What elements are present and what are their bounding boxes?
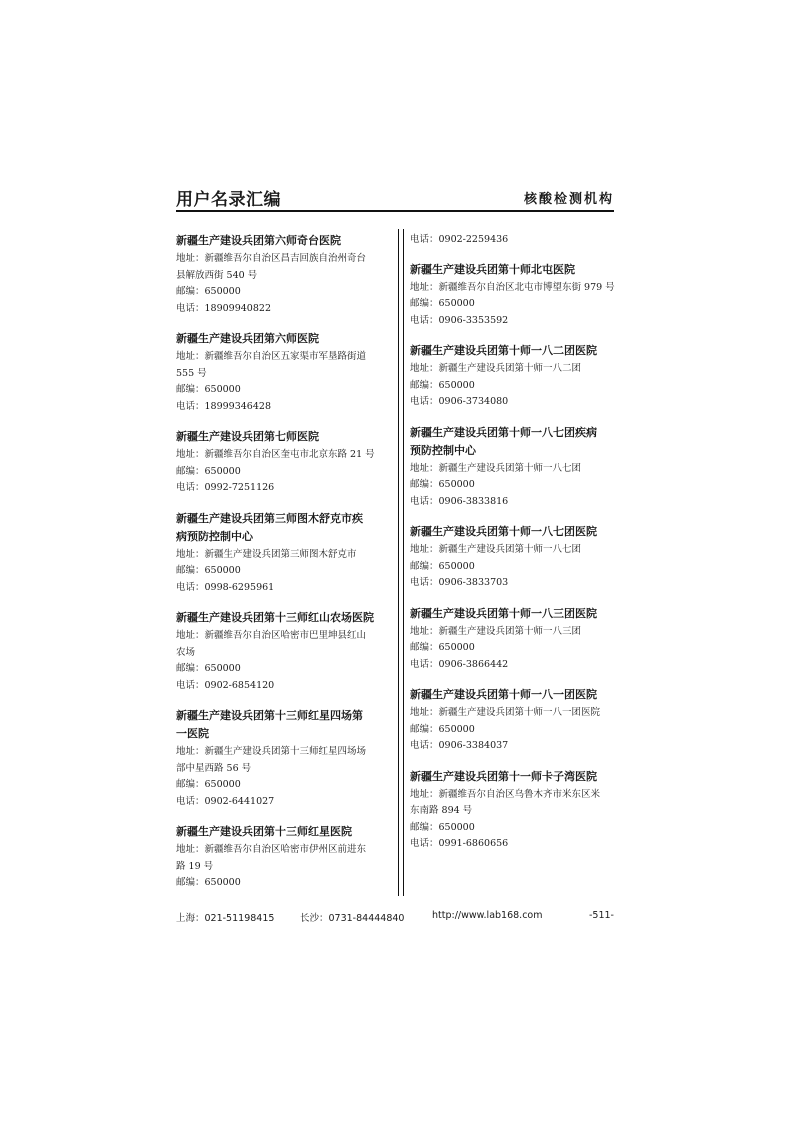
entry-postcode: 邮编：650000 — [410, 298, 475, 309]
footer-shanghai-phone: 上海：021-51198415 — [176, 913, 275, 924]
entry-phone: 电话：0906-3384037 — [410, 740, 509, 751]
entry-address: 地址：新疆生产建设兵团第十三师红星四场场 — [176, 746, 367, 757]
entry-address: 地址：新疆维吾尔自治区哈密市巴里坤县红山 — [176, 630, 367, 641]
entry-phone: 电话：0906-3866442 — [410, 658, 509, 670]
entry-address-cont: 农场 — [176, 646, 196, 658]
entry-phone: 电话：0906-3734080 — [410, 396, 509, 407]
entry-phone: 电话：0906-3353592 — [410, 314, 509, 326]
directory-entry — [176, 428, 390, 497]
entry-postcode: 邮编：650000 — [176, 565, 241, 576]
entry-postcode: 邮编：650000 — [410, 642, 475, 653]
entry-name: 新疆生产建设兵团第六师医院 — [176, 332, 319, 345]
entry-address: 地址：新疆生产建设兵团第十师一八七团 — [410, 462, 582, 474]
entry-name — [176, 707, 390, 743]
entry-phone: 电话：0902-6854120 — [176, 679, 275, 691]
entry-address-cont: 路 19 号 — [176, 860, 214, 872]
entry-name-part: 预防控制中心 — [410, 443, 476, 457]
entry-phone: 电话：18999346428 — [176, 400, 271, 412]
entry-postcode: 邮编：650000 — [176, 877, 241, 888]
entry-name: 新疆生产建设兵团第十师一八七团医院 — [410, 525, 597, 538]
entry-name — [176, 510, 390, 546]
directory-entry — [410, 605, 624, 674]
column-divider — [398, 229, 404, 896]
entry-name: 新疆生产建设兵团第十三师红星医院 — [176, 825, 352, 838]
footer-changsha-phone: 长沙：0731-84444840 — [300, 913, 405, 924]
entry-name-part: 新疆生产建设兵团第十师一八七团疾病 — [410, 425, 597, 439]
entry-address: 地址：新疆维吾尔自治区乌鲁木齐市米东区米 — [410, 788, 601, 800]
entry-phone: 电话：0906-3833816 — [410, 495, 509, 507]
entry-name: 新疆生产建设兵团第十一师卡子湾医院 — [410, 769, 597, 783]
entry-postcode: 邮编：650000 — [410, 560, 475, 572]
entry-address: 地址：新疆维吾尔自治区北屯市博望东街 979 号 — [410, 281, 615, 293]
entry-address-cont: 555 号 — [176, 367, 207, 379]
directory-entry — [410, 424, 624, 511]
entry-phone: 电话：0906-3833703 — [410, 577, 509, 588]
entry-name: 新疆生产建设兵团第十师一八三团医院 — [410, 606, 597, 620]
directory-entry — [176, 823, 390, 892]
entry-address: 地址：新疆生产建设兵团第三师图木舒克市 — [176, 548, 357, 560]
page-number: -511- — [589, 910, 614, 921]
directory-entry — [410, 342, 624, 411]
entry-name: 新疆生产建设兵团第十三师红山农场医院 — [176, 611, 374, 624]
running-header — [176, 185, 614, 209]
entry-name: 新疆生产建设兵团第十师北屯医院 — [410, 262, 575, 276]
directory-entry — [176, 330, 390, 415]
entry-postcode: 邮编：650000 — [410, 479, 475, 490]
entry-address: 地址：新疆生产建设兵团第十师一八一团医院 — [410, 707, 601, 718]
entry-address: 地址：新疆生产建设兵团第十师一八三团 — [410, 625, 582, 637]
entry-name: 新疆生产建设兵团第十师一八一团医院 — [410, 688, 597, 701]
entry-address: 地址：新疆维吾尔自治区五家渠市军垦路街道 — [176, 351, 367, 362]
right-column — [410, 232, 624, 866]
entry-address-cont: 东南路 894 号 — [410, 805, 473, 816]
entry-address: 地址：新疆维吾尔自治区哈密市伊州区前进东 — [176, 844, 367, 855]
directory-entry — [176, 609, 390, 694]
entry-postcode: 邮编：650000 — [176, 384, 241, 395]
directory-entry — [410, 523, 624, 592]
entry-address-cont: 部中星西路 56 号 — [176, 762, 252, 774]
header-section-title: 核酸检测机构 — [523, 192, 614, 207]
directory-entry — [410, 261, 624, 330]
directory-entry — [410, 686, 624, 755]
entry-address: 地址：新疆维吾尔自治区奎屯市北京东路 21 号 — [176, 449, 375, 460]
entry-postcode: 邮编：650000 — [176, 465, 241, 477]
entry-name-part: 新疆生产建设兵团第三师图木舒克市疾 — [176, 511, 363, 525]
entry-name — [410, 424, 624, 460]
entry-postcode: 邮编：650000 — [410, 723, 475, 735]
footer-website-link[interactable]: http://www.lab168.com — [432, 910, 543, 921]
entry-postcode: 邮编：650000 — [410, 379, 475, 391]
entry-address: 地址：新疆生产建设兵团第十师一八七团 — [410, 544, 582, 555]
directory-entry — [176, 510, 390, 597]
directory-entry — [176, 707, 390, 810]
entry-phone: 电话：0902-6441027 — [176, 795, 275, 807]
entry-name-part: 病预防控制中心 — [176, 529, 253, 543]
left-column — [176, 232, 390, 905]
entry-postcode: 邮编：650000 — [410, 821, 475, 833]
entry-name: 新疆生产建设兵团第六师奇台医院 — [176, 234, 341, 247]
header-title: 用户名录汇编 — [176, 190, 281, 210]
entry-address-cont: 县解放西街 540 号 — [176, 269, 258, 281]
entry-name: 新疆生产建设兵团第七师医院 — [176, 430, 319, 443]
entry-name-part: 新疆生产建设兵团第十三师红星四场第 — [176, 709, 363, 722]
page-footer — [176, 910, 614, 924]
entry-address: 地址：新疆维吾尔自治区昌吉回族自治州奇台 — [176, 253, 367, 264]
entry-phone: 电话：0998-6295961 — [176, 581, 275, 593]
continued-phone: 电话：0902-2259436 — [410, 234, 509, 245]
entry-phone: 电话：0992-7251126 — [176, 482, 275, 493]
entry-phone: 电话：18909940822 — [176, 302, 271, 314]
entry-postcode: 邮编：650000 — [176, 779, 241, 790]
entry-name-part: 一医院 — [176, 727, 209, 740]
entry-address: 地址：新疆生产建设兵团第十师一八二团 — [410, 363, 582, 374]
entry-postcode: 邮编：650000 — [176, 286, 241, 297]
entry-postcode: 邮编：650000 — [176, 663, 241, 674]
header-rule — [176, 210, 614, 212]
directory-entry — [410, 768, 624, 853]
directory-entry — [176, 232, 390, 317]
entry-phone: 电话：0991-6860656 — [410, 838, 509, 849]
entry-name: 新疆生产建设兵团第十师一八二团医院 — [410, 344, 597, 357]
